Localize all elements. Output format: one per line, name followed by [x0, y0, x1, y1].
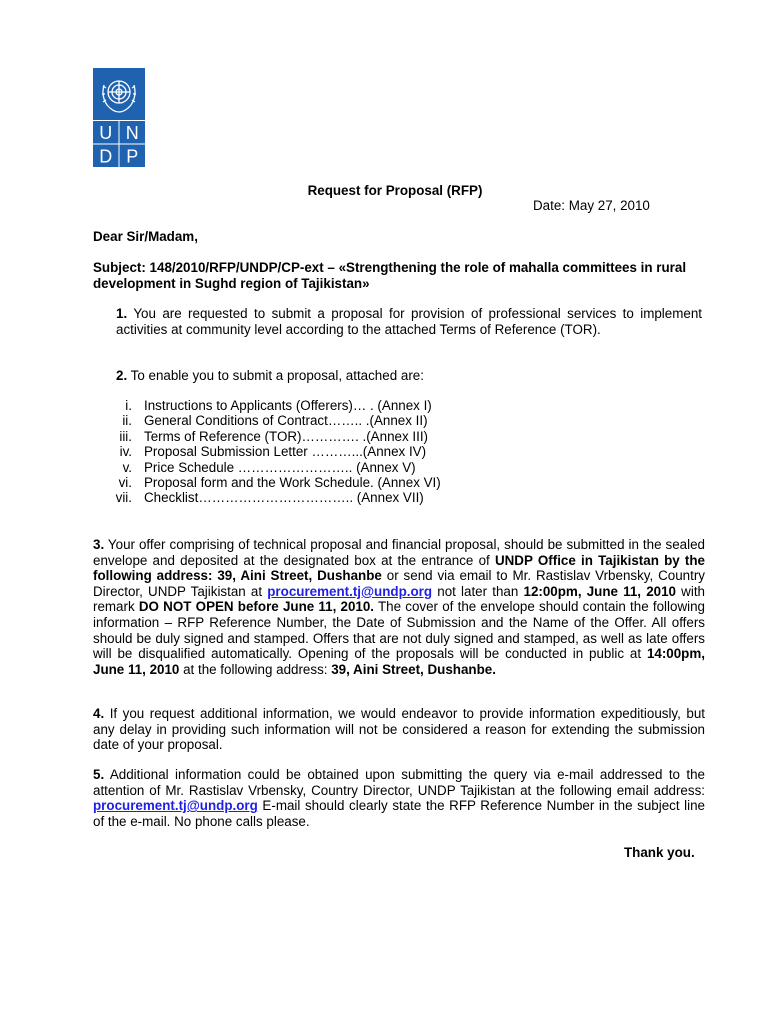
paragraph-5: 5. Additional information could be obtained upon submitting the query via e-mail addressed to the attention of Mr. Rastislav Vrbensky, Country Director, UNDP Tajikistan at the following email address: procurement.tj@undp.org E-mail should clearly state the RFP Reference Number in the subject line of the e-mail. No phone calls please. [93, 767, 705, 829]
item-2-text: To enable you to submit a proposal, attached are: [130, 368, 424, 383]
subject-line: Subject: 148/2010/RFP/UNDP/CP-ext – «Strengthening the role of mahalla committees in rural development in Sughd region of Tajikistan» [93, 260, 687, 291]
svg-text:D: D [99, 146, 113, 167]
document-title: Request for Proposal (RFP) [307, 183, 483, 198]
closing: Thank you. [624, 845, 695, 860]
list-item: v. Price Schedule …………………….. (Annex V) [122, 459, 416, 475]
list-item: vi. Proposal form and the Work Schedule. (Annex VI) [118, 475, 441, 491]
list-item: vii. Checklist…………………………….. (Annex VII) [115, 490, 424, 506]
item-2: 2. To enable you to submit a proposal, attached are: [116, 368, 424, 383]
list-item: iv. Proposal Submission Letter ………...(Annex IV) [119, 444, 427, 460]
undp-logo [93, 68, 145, 167]
paragraph-3: 3. Your offer comprising of technical proposal and financial proposal, should be submitted in the sealed envelope and deposited at the designated box at the entrance of UNDP Office in Tajikistan by the following address: 39, Aini Street, Dushanbe or send via email to Mr. Rastislav Vrbensky, Country Director, UNDP Tajikistan at procurement.tj@undp.org not later than 12:00pm, June 11, 2010 with remark DO NOT OPEN before June 11, 2010. The cover of the envelope should contain the following information – RFP Reference Number, the Date of Submission and the Name of the Offer. All offers should be duly signed and stamped. Offers that are not duly signed and stamped, as well as late offers will be disqualified automatically. Opening of the proposals will be conducted in public at 14:00pm, June 11, 2010 at the following address: 39, Aini Street, Dushanbe. [93, 537, 705, 677]
salutation: Dear Sir/Madam, [93, 229, 198, 244]
item-1: 1. You are requested to submit a proposal for provision of professional services to implement activities at community level according to the attached Terms of Reference (TOR). [116, 306, 702, 337]
svg-text:P: P [126, 146, 139, 167]
paragraph-4: 4. If you request additional information, we would endeavor to provide information expeditiously, but any delay in providing such information will not be considered a reason for extending the submission date of your proposal. [93, 706, 705, 753]
list-item: i. Instructions to Applicants (Offerers)… . (Annex I) [125, 398, 432, 413]
list-item: ii. General Conditions of Contract…….. .(Annex II) [122, 413, 428, 429]
email-link[interactable]: procurement.tj@undp.org [93, 798, 258, 814]
annex-list [100, 398, 441, 506]
svg-text:N: N [125, 123, 139, 143]
list-item: iii. Terms of Reference (TOR)…………. .(Annex III) [119, 428, 428, 444]
item-1-text: You are requested to submit a proposal for provision of professional services to implement activities at community level according to the attached Terms of Reference (TOR). [116, 306, 702, 337]
document-date: Date: May 27, 2010 [533, 198, 650, 213]
svg-text:U: U [99, 123, 113, 143]
email-link[interactable]: procurement.tj@undp.org [267, 583, 433, 599]
